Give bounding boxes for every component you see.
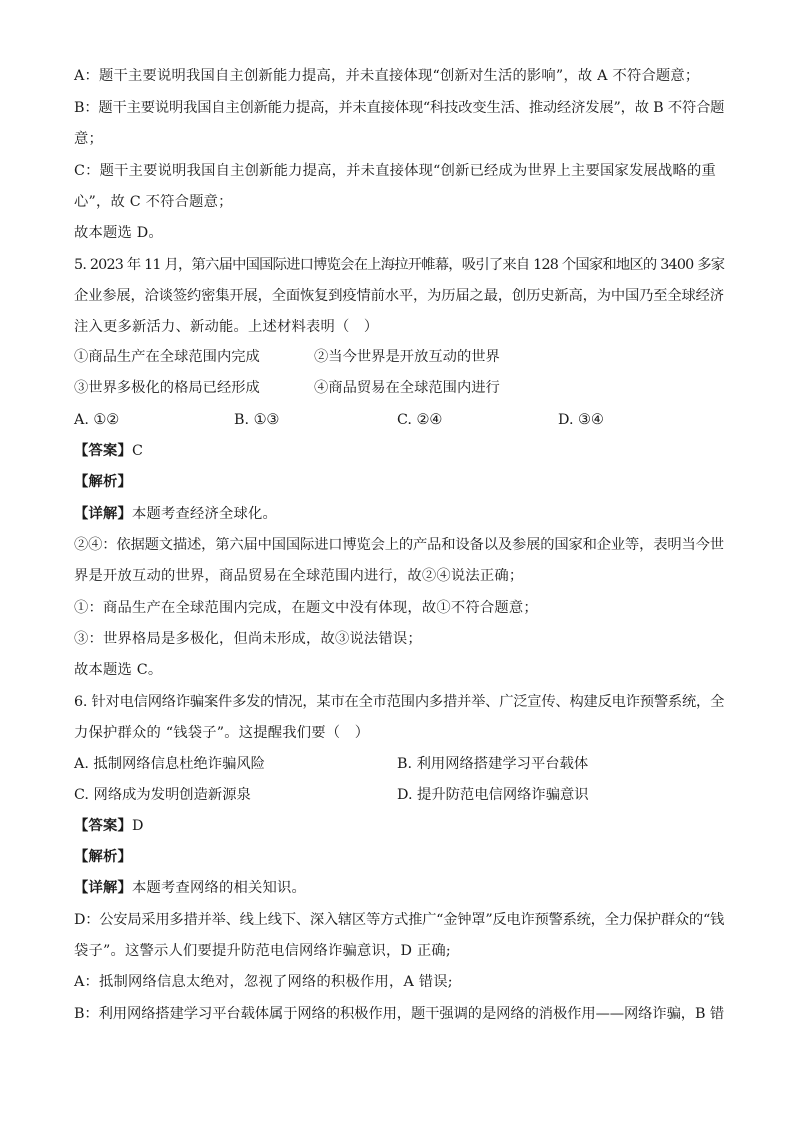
q6-option-c: C. 网络成为发明创造新源泉	[74, 787, 251, 803]
answer-tag: 【答案】	[74, 818, 132, 834]
detail-tag: 【详解】	[74, 506, 132, 522]
text-line: 界是开放互动的世界，商品贸易在全球范围内进行，故②④说法正确；	[74, 568, 524, 584]
q5-option-c: C. ②④	[397, 412, 443, 428]
text-line: B：题干主要说明我国自主创新能力提高，并未直接体现“科技改变生活、推动经济发展”，故 B 不符合题	[74, 100, 725, 116]
text-line: 心”，故 C 不符合题意；	[74, 194, 233, 210]
q6-option-b: B. 利用网络搭建学习平台载体	[397, 756, 589, 772]
analysis-tag: 【解析】	[74, 849, 132, 865]
answer-tag: 【答案】	[74, 443, 132, 459]
q6-detail	[74, 878, 306, 898]
statement-2: ②当今世界是开放互动的世界	[314, 349, 500, 365]
text-line: ③：世界格局是多极化，但尚未形成，故③说法错误；	[74, 631, 422, 647]
text-line: 袋子”。这警示人们要提升防范电信网络诈骗意识，D 正确;	[74, 943, 451, 959]
q5-option-a: A. ①②	[74, 412, 120, 428]
q5-answer	[74, 441, 143, 461]
text-line: A：抵制网络信息太绝对，忽视了网络的积极作用，A 错误;	[74, 974, 453, 990]
text-line: B：利用网络搭建学习平台载体属于网络的积极作用，题干强调的是网络的消极作用——网络诈骗，B 错	[74, 1006, 725, 1022]
text-line: ②④：依据题文描述，第六届中国国际进口博览会上的产品和设备以及参展的国家和企业等，表明当今世	[74, 537, 724, 553]
q6-option-a: A. 抵制网络信息杜绝诈骗风险	[74, 756, 265, 772]
question-5-stem: 注入更多新活力、新动能。上述材料表明（ ）	[74, 319, 379, 335]
answer-value: D	[132, 818, 144, 834]
detail-text: 本题考查经济全球化。	[132, 506, 277, 522]
q5-option-d: D. ③④	[558, 412, 604, 428]
q5-option-b: B. ①③	[234, 412, 280, 428]
text-line: 故本题选 C。	[74, 662, 163, 678]
question-6-stem: 6. 针对电信网络诈骗案件多发的情况，某市在全市范围内多措并举、广泛宣传、构建反电诈预警系统，全	[74, 694, 725, 710]
question-6-stem: 力保护群众的 “钱袋子”。这提醒我们要（ ）	[74, 725, 370, 741]
text-line: 意；	[74, 131, 103, 147]
text-line: A：题干主要说明我国自主创新能力提高，并未直接体现“创新对生活的影响”，故 A 不符合题意；	[74, 68, 700, 84]
answer-value: C	[132, 443, 144, 459]
q6-option-d: D. 提升防范电信网络诈骗意识	[397, 787, 589, 803]
detail-tag: 【详解】	[74, 880, 132, 896]
text-line: ①：商品生产在全球范围内完成，在题文中没有体现，故①不符合题意；	[74, 600, 538, 616]
q6-analysis-heading	[74, 847, 132, 867]
text-line: D：公安局采用多措并举、线上线下、深入辖区等方式推广“金钟罩”反电诈预警系统，全力保护群众的“钱	[74, 912, 725, 928]
statement-4: ④商品贸易在全球范围内进行	[314, 380, 500, 396]
question-5-stem: 企业参展，洽谈签约密集开展，全面恢复到疫情前水平，为历届之最，创历史新高，为中国乃至全球经济	[74, 288, 724, 304]
q5-detail	[74, 504, 277, 524]
analysis-tag: 【解析】	[74, 474, 132, 490]
q6-answer	[74, 816, 144, 836]
question-5-stem: 5. 2023 年 11 月，第六届中国国际进口博览会在上海拉开帷幕，吸引了来自 128 个国家和地区的 3400 多家	[74, 257, 725, 273]
detail-text: 本题考查网络的相关知识。	[132, 880, 306, 896]
q5-analysis-heading	[74, 472, 132, 492]
text-line: C：题干主要说明我国自主创新能力提高，并未直接体现“创新已经成为世界上主要国家发展战略的重	[74, 163, 717, 179]
statement-3: ③世界多极化的格局已经形成	[74, 380, 260, 396]
text-line: 故本题选 D。	[74, 225, 163, 241]
statement-1: ①商品生产在全球范围内完成	[74, 349, 260, 365]
